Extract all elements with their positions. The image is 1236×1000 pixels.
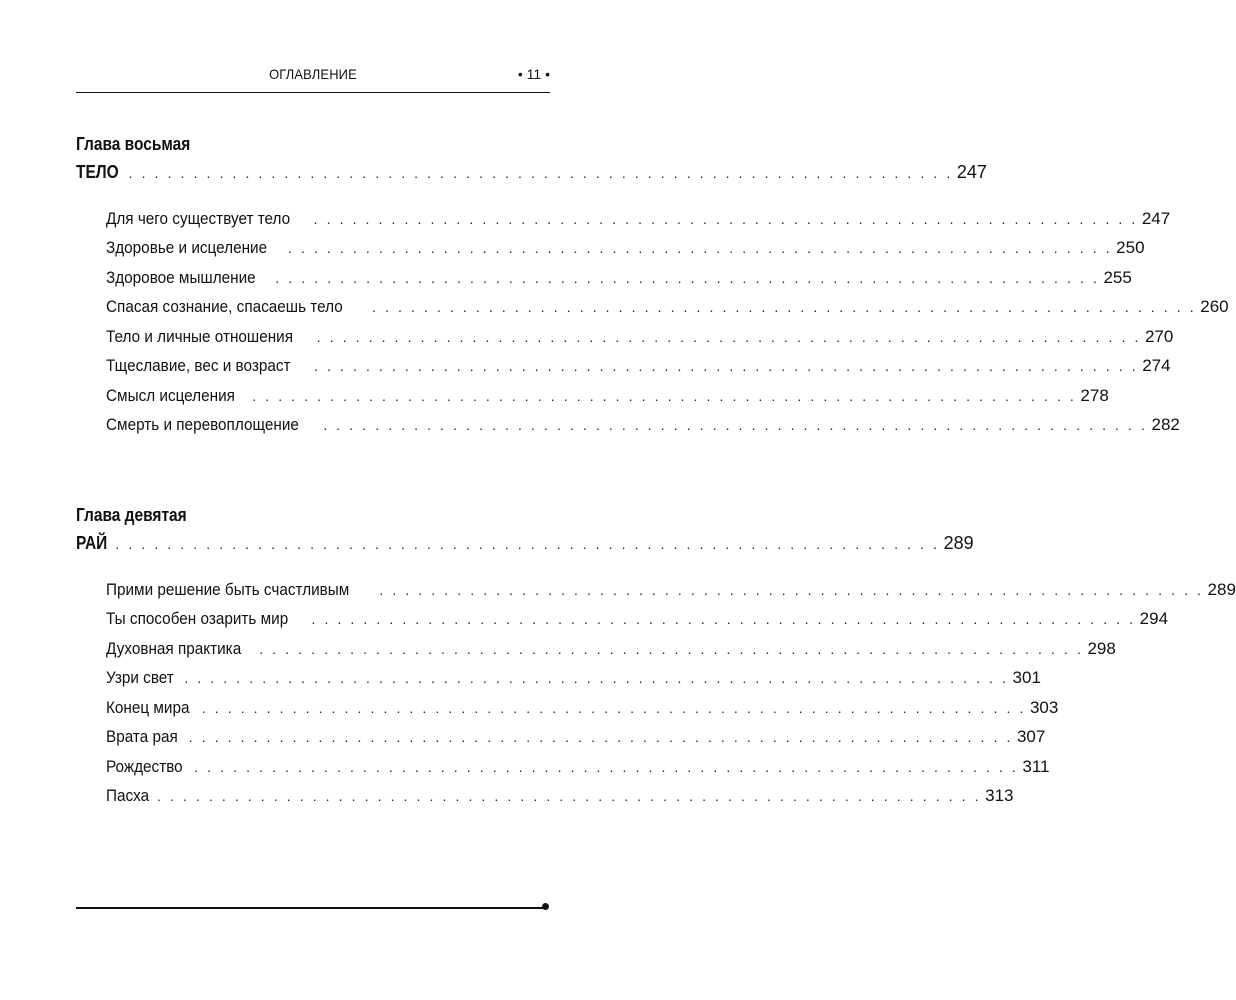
toc-entry-page: 278 <box>1080 385 1109 405</box>
toc-section-entry[interactable] <box>76 722 1046 752</box>
leader-dots: . . . . . . . . . . . . . . . . . . . . . . . . . . . . . . . . . . . . . . . . . . . . . . . . . . . . . . . . . . . . . . . . <box>115 536 940 552</box>
toc-section-entry[interactable] <box>76 781 1014 811</box>
toc-entry-title: Духовная практика <box>106 638 242 658</box>
running-head-title: ОГЛАВЛЕНИЕ <box>269 66 357 82</box>
toc-entry-page: 282 <box>1151 415 1180 434</box>
toc-chapter-entry[interactable] <box>76 529 974 559</box>
toc-section-entry[interactable] <box>76 663 1041 693</box>
leader-dots: . . . . . . . . . . . . . . . . . . . . . . . . . . . . . . . . . . . . . . . . . . . . . . . . . . . . . . . . . . . . . . . . <box>313 210 1138 227</box>
page-number: • 11 • <box>517 66 550 82</box>
toc-entry-page: 250 <box>1116 238 1145 257</box>
leader-dots: . . . . . . . . . . . . . . . . . . . . . . . . . . . . . . . . . . . . . . . . . . . . . . . . . . . . . . . . . . . . . . . . <box>259 640 1084 657</box>
leader-dots: . . . . . . . . . . . . . . . . . . . . . . . . . . . . . . . . . . . . . . . . . . . . . . . . . . . . . . . . . . . . . . . . <box>311 611 1136 627</box>
leader-dots: . . . . . . . . . . . . . . . . . . . . . . . . . . . . . . . . . . . . . . . . . . . . . . . . . . . . . . . . . . . . . . . . <box>379 581 1204 598</box>
toc-entry-title: Рождество <box>106 756 183 776</box>
toc-entry-title: Спасая сознание, спасаешь тело <box>106 297 343 316</box>
toc-entry-page: 303 <box>1029 697 1059 717</box>
toc-entry-title: Узри свет <box>106 668 174 687</box>
leader-dots: . . . . . . . . . . . . . . . . . . . . . . . . . . . . . . . . . . . . . . . . . . . . . . . . . . . . . . . . . . . . . . . . <box>156 788 982 804</box>
toc-entry-page: 247 <box>956 162 987 182</box>
footer-rule <box>76 907 544 909</box>
leader-dots: . . . . . . . . . . . . . . . . . . . . . . . . . . . . . . . . . . . . . . . . . . . . . . . . . . . . . . . . . . . . . . . . <box>252 387 1077 404</box>
toc-entry-page: 247 <box>1141 208 1171 228</box>
chapter-label: Глава девятая <box>76 505 187 525</box>
toc-entry-title: Прими решение быть счастливым <box>106 579 350 599</box>
toc-section-entry[interactable] <box>76 292 1229 322</box>
toc-entry-page: 307 <box>1016 727 1046 746</box>
toc-entry-title: Врата рая <box>106 727 178 746</box>
toc-section-entry[interactable] <box>76 381 1109 411</box>
toc-entry-title: Смерть и перевоплощение <box>106 415 299 434</box>
toc-entry-title: Для чего существует тело <box>106 208 291 228</box>
toc-section-entry[interactable] <box>76 604 1169 634</box>
leader-dots: . . . . . . . . . . . . . . . . . . . . . . . . . . . . . . . . . . . . . . . . . . . . . . . . . . . . . . . . . . . . . . . . <box>194 758 1019 775</box>
toc-entry-page: 298 <box>1087 638 1116 658</box>
leader-dots: . . . . . . . . . . . . . . . . . . . . . . . . . . . . . . . . . . . . . . . . . . . . . . . . . . . . . . . . . . . . . . . . <box>201 699 1026 716</box>
toc-entry-title: ТЕЛО <box>76 162 119 182</box>
toc-entry-page: 274 <box>1142 356 1171 375</box>
footer-ornament-dot <box>542 903 549 910</box>
leader-dots: . . . . . . . . . . . . . . . . . . . . . . . . . . . . . . . . . . . . . . . . . . . . . . . . . . . . . . . . . . . . . . . . <box>314 358 1139 374</box>
toc-section-entry[interactable] <box>76 351 1171 381</box>
toc-entry-title: Здоровое мышление <box>106 267 256 287</box>
toc-section-entry[interactable] <box>76 322 1174 352</box>
toc-entry-page: 311 <box>1022 756 1050 776</box>
toc-section-entry[interactable] <box>76 204 1171 234</box>
toc-entry-page: 289 <box>1207 579 1236 599</box>
leader-dots: . . . . . . . . . . . . . . . . . . . . . . . . . . . . . . . . . . . . . . . . . . . . . . . . . . . . . . . . . . . . . . . . <box>372 299 1197 315</box>
chapter-8 <box>76 132 1229 440</box>
toc-entry-title: Пасха <box>106 786 150 805</box>
leader-dots: . . . . . . . . . . . . . . . . . . . . . . . . . . . . . . . . . . . . . . . . . . . . . . . . . . . . . . . . . . . . . . . . <box>184 670 1009 686</box>
leader-dots: . . . . . . . . . . . . . . . . . . . . . . . . . . . . . . . . . . . . . . . . . . . . . . . . . . . . . . . . . . . . . . . . <box>275 269 1100 286</box>
leader-dots: . . . . . . . . . . . . . . . . . . . . . . . . . . . . . . . . . . . . . . . . . . . . . . . . . . . . . . . . . . . . . . . . <box>316 328 1141 345</box>
toc-chapter-entry[interactable] <box>76 158 987 188</box>
toc-section-entry[interactable] <box>76 410 1180 440</box>
leader-dots: . . . . . . . . . . . . . . . . . . . . . . . . . . . . . . . . . . . . . . . . . . . . . . . . . . . . . . . . . . . . . . . . <box>128 165 953 181</box>
toc-entry-title: Ты способен озарить мир <box>106 609 289 628</box>
toc-entry-title: Смысл исцеления <box>106 385 235 405</box>
chapter-9 <box>76 503 1236 811</box>
toc-entry-page: 294 <box>1139 609 1169 628</box>
toc-entry-page: 301 <box>1012 668 1041 687</box>
toc-entry-title: Конец мира <box>106 697 190 717</box>
toc-section-entry[interactable] <box>76 263 1132 293</box>
toc-entry-page: 270 <box>1144 326 1174 346</box>
toc-section-entry[interactable] <box>76 752 1050 782</box>
toc-section-entry[interactable] <box>76 233 1145 263</box>
toc-entry-title: Тело и личные отношения <box>106 326 294 346</box>
toc-entry-title: Здоровье и исцеление <box>106 238 268 257</box>
header-rule <box>76 92 550 93</box>
toc-entry-page: 260 <box>1200 297 1229 316</box>
toc-entry-page: 289 <box>943 533 974 553</box>
toc-section-entry[interactable] <box>76 575 1236 605</box>
chapter-label: Глава восьмая <box>76 134 191 154</box>
toc-section-entry[interactable] <box>76 693 1059 723</box>
leader-dots: . . . . . . . . . . . . . . . . . . . . . . . . . . . . . . . . . . . . . . . . . . . . . . . . . . . . . . . . . . . . . . . . <box>188 729 1013 745</box>
toc-entry-title: РАЙ <box>76 533 108 553</box>
toc-entry-title: Тщеславие, вес и возраст <box>106 356 291 375</box>
leader-dots: . . . . . . . . . . . . . . . . . . . . . . . . . . . . . . . . . . . . . . . . . . . . . . . . . . . . . . . . . . . . . . . . <box>287 240 1113 256</box>
toc-section-entry[interactable] <box>76 634 1116 664</box>
leader-dots: . . . . . . . . . . . . . . . . . . . . . . . . . . . . . . . . . . . . . . . . . . . . . . . . . . . . . . . . . . . . . . . . <box>323 417 1148 433</box>
toc-entry-page: 255 <box>1103 267 1132 287</box>
toc-entry-page: 313 <box>985 786 1014 805</box>
